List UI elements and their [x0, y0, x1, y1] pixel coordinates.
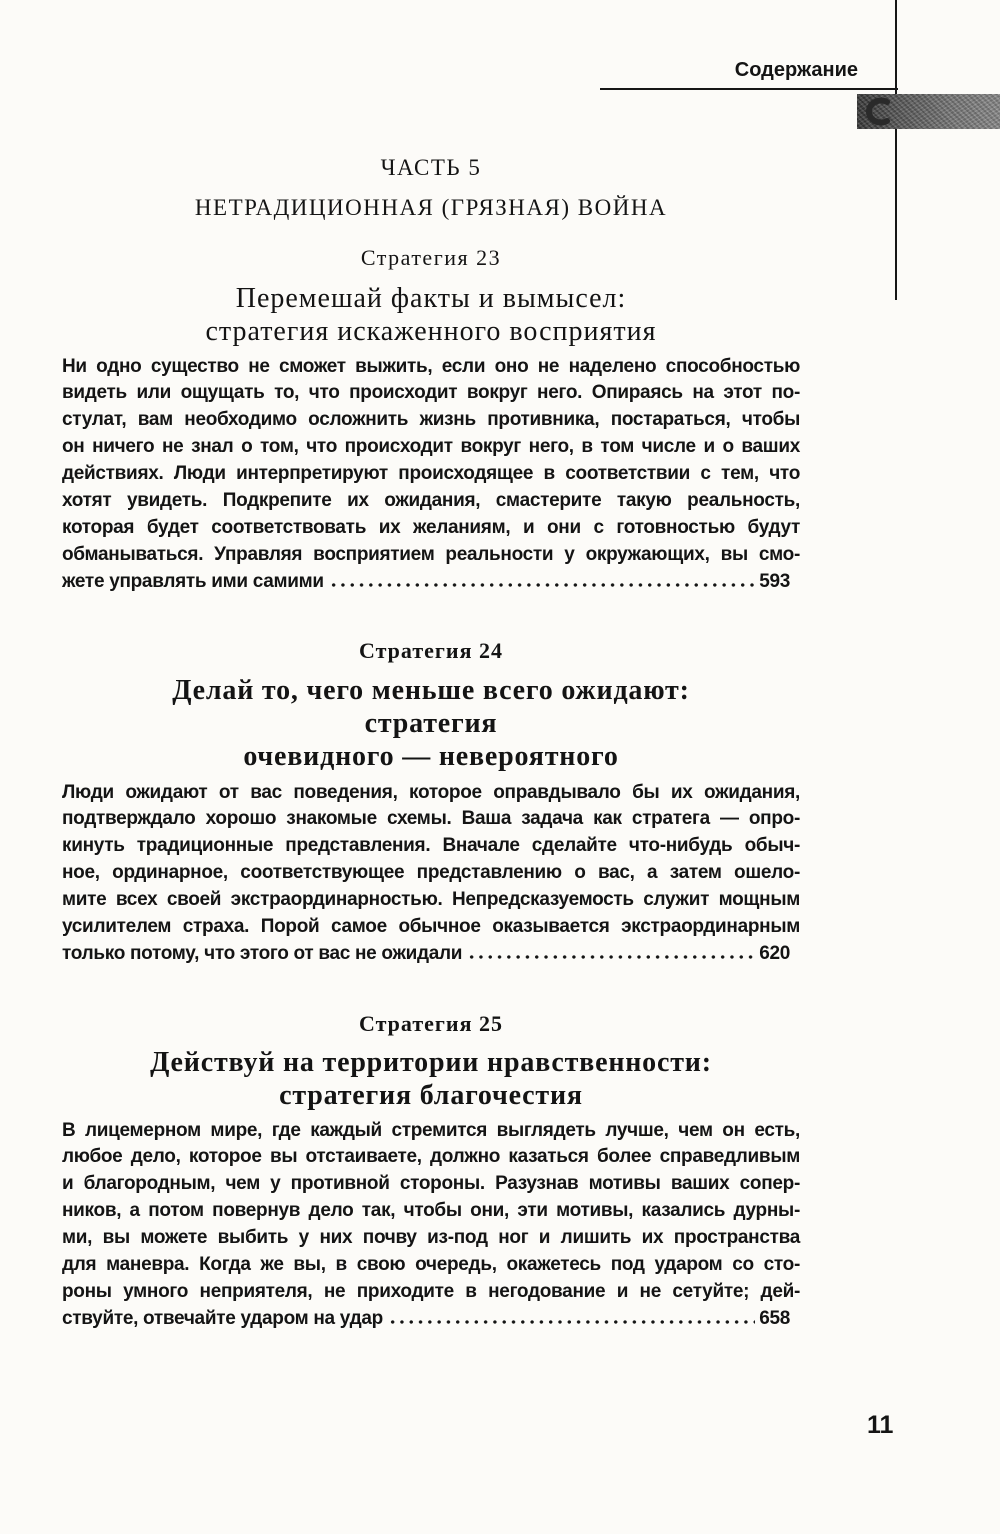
summary-last-line	[62, 569, 800, 596]
strategy-summary	[62, 1118, 800, 1333]
summary-line-text: ми, вы можете выбить у них почву из-под ног и лишить их пространства	[62, 1227, 800, 1249]
summary-last-line	[62, 941, 800, 968]
summary-last-line-text: жете управлять ими самими	[62, 570, 324, 592]
dot-leader	[329, 583, 755, 587]
toc-page-number: 593	[759, 570, 790, 592]
summary-line	[62, 461, 800, 488]
summary-line	[62, 515, 800, 542]
page-number: 11	[867, 1411, 894, 1439]
summary-line-text: любое дело, которое вы отстаиваете, должно казаться более справедливым	[62, 1146, 800, 1168]
part-number: ЧАСТЬ 5	[380, 155, 482, 180]
strategy-title	[62, 282, 800, 348]
summary-line	[62, 914, 800, 941]
summary-line	[62, 833, 800, 860]
summary-line-text: роны умного неприятеля, не приходите в негодование и не сетуйте; дей-	[62, 1280, 800, 1302]
summary-line-text: действиях. Люди интерпретируют происходящее в соответствии с тем, что	[62, 463, 800, 485]
summary-line-text: В лицемерном мире, где каждый стремится выглядеть лучше, чем он есть,	[62, 1119, 800, 1141]
summary-line-text: ников, а потом повернув дело так, чтобы они, эти мотивы, казались дурны-	[62, 1200, 800, 1222]
summary-line-text: кинуть традиционные представления. Вначале сделайте что-нибудь обыч-	[62, 835, 800, 857]
strategy-title-line: стратегия	[364, 707, 498, 739]
summary-line-text: для маневра. Когда же вы, в свою очередь, окажетесь под ударом со сто-	[62, 1253, 800, 1275]
dot-leader	[388, 1320, 755, 1324]
summary-line	[62, 1252, 800, 1279]
summary-line-text: которая будет соответствовать их желаниям, и они с готовностью будут	[62, 516, 800, 538]
margin-rule	[895, 0, 897, 300]
summary-line	[62, 806, 800, 833]
part-title: НЕТРАДИЦИОННАЯ (ГРЯЗНАЯ) ВОЙНА	[194, 195, 668, 220]
strategy-title-line: стратегия благочестия	[279, 1079, 583, 1111]
strategy-title-line: Делай то, чего меньше всего ожидают:	[172, 674, 690, 706]
strategy-label: Стратегия 23	[360, 245, 502, 270]
summary-line	[62, 860, 800, 887]
toc-page-number: 620	[759, 942, 790, 964]
summary-line	[62, 887, 800, 914]
summary-line-text: обманываться. Управляя восприятием реальности у окружающих, вы смо-	[62, 543, 800, 565]
summary-line-text: Ни одно существо не сможет выжить, если оно не наделено способностью	[62, 355, 800, 377]
summary-line-text: усилителем страха. Порой самое обычное оказывается экстраординарным	[62, 915, 800, 937]
strategy-title-line: очевидного — невероятного	[243, 740, 619, 772]
thumb-index-tab	[857, 94, 1000, 129]
strategy-label: Стратегия 25	[359, 1011, 503, 1036]
strategy-title-line: стратегия искаженного восприятия	[205, 315, 657, 347]
summary-line-text: стулат, вам необходимо осложнить жизнь противника, постараться, чтобы	[62, 409, 800, 431]
strategy-title-line: Перемешай факты и вымысел:	[235, 282, 627, 314]
summary-line	[62, 1171, 800, 1198]
summary-line-text: мите всех своей экстраординарностью. Непредсказуемость служит мощным	[62, 889, 800, 911]
strategy-label: Стратегия 24	[359, 638, 503, 663]
dot-leader	[467, 955, 755, 959]
strategy-summary	[62, 354, 800, 596]
toc-page-number: 658	[759, 1307, 790, 1329]
summary-last-line	[62, 1306, 800, 1333]
summary-line	[62, 380, 800, 407]
strategy-title	[62, 1046, 800, 1112]
summary-line-text: и благородным, чем у противной стороны. Разузнав мотивы ваших сопер-	[62, 1173, 800, 1195]
summary-line	[62, 1279, 800, 1306]
summary-line	[62, 354, 800, 381]
summary-line	[62, 1225, 800, 1252]
summary-line	[62, 1118, 800, 1145]
summary-line	[62, 1198, 800, 1225]
summary-line	[62, 407, 800, 434]
header-rule	[600, 88, 898, 90]
summary-line-text: видеть или ощущать то, что происходит вокруг него. Опираясь на этот по-	[62, 382, 800, 404]
summary-line	[62, 488, 800, 515]
strategy-title	[62, 674, 800, 773]
summary-line	[62, 434, 800, 461]
summary-line	[62, 1144, 800, 1171]
summary-line-text: Люди ожидают от вас поведения, которое оправдывало бы их ожидания,	[62, 781, 800, 803]
strategy-title-line: Действуй на территории нравственности:	[150, 1046, 712, 1078]
summary-last-line-text: только потому, что этого от вас не ожидали	[62, 942, 463, 964]
strategy-summary	[62, 780, 800, 968]
summary-line-text: ное, ординарное, соответствующее представлению о вас, а затем ошело-	[62, 862, 800, 884]
summary-line-text: подтверждало хорошо знакомые схемы. Ваша задача как стратега — опро-	[62, 808, 800, 830]
summary-last-line-text: ствуйте, отвечайте ударом на удар	[62, 1307, 383, 1329]
running-header-title: Содержание	[734, 59, 858, 81]
summary-line	[62, 780, 800, 807]
summary-line	[62, 542, 800, 569]
summary-line-text: он ничего не знал о том, что происходит вокруг него, в том числе и о ваших	[62, 436, 800, 458]
thumb-index-ornament-icon	[857, 94, 1000, 129]
summary-line-text: хотят увидеть. Подкрепите их ожидания, смастерите такую реальность,	[62, 489, 800, 511]
